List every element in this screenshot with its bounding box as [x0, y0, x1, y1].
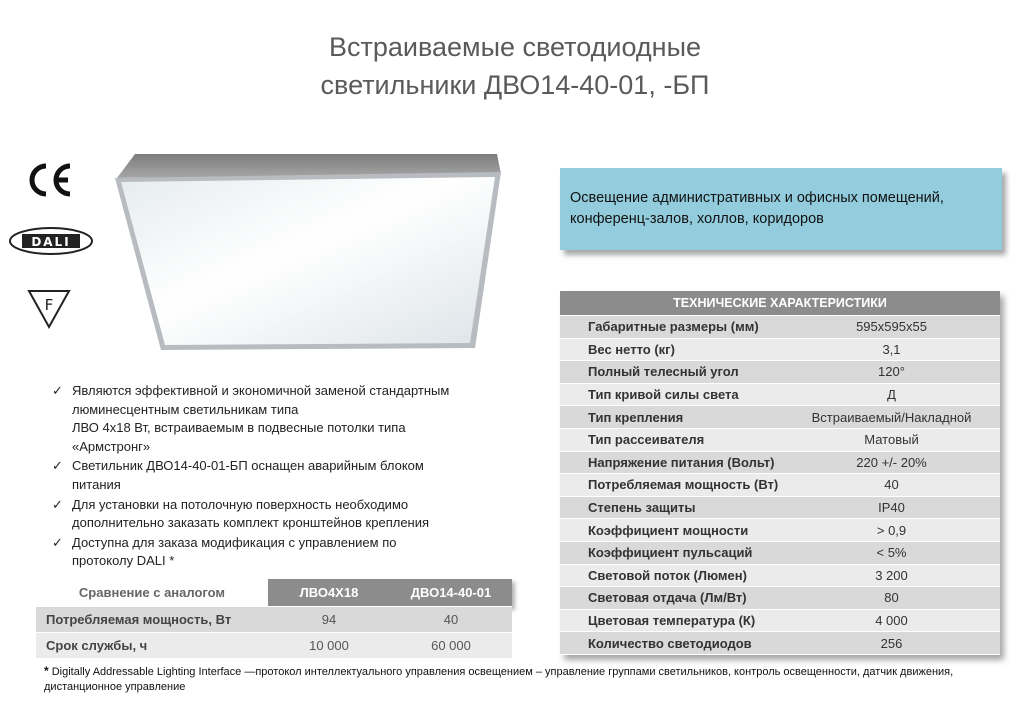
spec-label: Степень защиты [560, 496, 783, 519]
comparison-label: Сравнение с аналогом [36, 579, 268, 607]
spec-row [560, 541, 1000, 564]
ce-mark-icon [26, 160, 76, 205]
footnote [44, 664, 1004, 695]
spec-row [560, 632, 1000, 655]
spec-label: Коэффициент пульсаций [560, 541, 783, 564]
spec-value: 4 000 [783, 609, 1000, 632]
spec-value: > 0,9 [783, 519, 1000, 542]
spec-label: Цветовая температура (К) [560, 609, 783, 632]
spec-label: Габаритные размеры (мм) [560, 316, 783, 339]
spec-value: 595х595х55 [783, 316, 1000, 339]
spec-value: 80 [783, 587, 1000, 610]
spec-row [560, 496, 1000, 519]
comparison-value: 40 [390, 607, 512, 633]
f-mark-icon [26, 288, 72, 335]
comparison-row-label: Потребляемая мощность, Вт [36, 607, 268, 633]
spec-value: Д [783, 383, 1000, 406]
application-text: Освещение административных и офисных помещений, конференц-залов, холлов, коридоров [570, 190, 944, 227]
comparison-table [36, 579, 512, 658]
feature-item [52, 457, 502, 494]
spec-value: Матовый [783, 428, 1000, 451]
comparison-column-header: ДВО14-40-01 [390, 579, 512, 607]
checkmark-icon: ✓ [52, 496, 63, 512]
spec-label: Световая отдача (Лм/Вт) [560, 587, 783, 610]
spec-row [560, 316, 1000, 339]
spec-row [560, 474, 1000, 497]
feature-line: Доступна для заказа модификация с управлением по [72, 534, 397, 550]
feature-line: Для установки на потолочную поверхность необходимо [72, 496, 409, 512]
feature-item [52, 496, 502, 533]
specs-header: ТЕХНИЧЕСКИЕ ХАРАКТЕРИСТИКИ [560, 291, 1000, 316]
footnote-star: * [44, 664, 49, 678]
feature-list [52, 382, 502, 572]
spec-value: 3 200 [783, 564, 1000, 587]
application-callout [560, 168, 1002, 250]
spec-label: Коэффициент мощности [560, 519, 783, 542]
spec-row [560, 564, 1000, 587]
spec-label: Количество светодиодов [560, 632, 783, 655]
spec-value: 220 +/- 20% [783, 451, 1000, 474]
feature-item [52, 382, 502, 456]
title-line-1: Встраиваемые светодиодные [328, 32, 702, 62]
spec-row [560, 406, 1000, 429]
spec-label: Тип рассеивателя [560, 428, 783, 451]
spec-label: Напряжение питания (Вольт) [560, 451, 783, 474]
spec-value: Встраиваемый/Накладной [783, 406, 1000, 429]
comparison-row [36, 607, 512, 633]
spec-row [560, 451, 1000, 474]
spec-value: 40 [783, 474, 1000, 497]
spec-row [560, 609, 1000, 632]
spec-value: 120° [783, 361, 1000, 384]
feature-line: Светильник ДВО14-40-01-БП оснащен аварийным блоком [72, 458, 424, 474]
checkmark-icon: ✓ [52, 458, 63, 474]
spec-row [560, 428, 1000, 451]
feature-line: «Армстронг» [72, 438, 151, 454]
spec-value: IP40 [783, 496, 1000, 519]
svg-text:DALI: DALI [31, 235, 71, 249]
feature-line: протоколу DALI * [72, 553, 175, 569]
feature-line: Являются эффективной и экономичной заменой стандартным [72, 383, 450, 398]
spec-label: Световой поток (Люмен) [560, 564, 783, 587]
dali-logo-icon [8, 226, 94, 261]
specs-table [560, 291, 1000, 655]
checkmark-icon: ✓ [52, 383, 63, 398]
spec-label: Полный телесный угол [560, 361, 783, 384]
comparison-value: 10 000 [268, 633, 390, 659]
spec-label: Вес нетто (кг) [560, 338, 783, 361]
feature-line: ЛВО 4х18 Вт, встраиваемым в подвесные потолки типа [72, 420, 406, 436]
spec-label: Потребляемая мощность (Вт) [560, 474, 783, 497]
page-title [210, 28, 820, 104]
comparison-value: 60 000 [390, 633, 512, 659]
led-panel-image [105, 150, 507, 361]
comparison-column-header: ЛВО4Х18 [268, 579, 390, 607]
spec-value: 3,1 [783, 338, 1000, 361]
checkmark-icon: ✓ [52, 534, 63, 550]
spec-row [560, 587, 1000, 610]
title-line-2: светильники ДВО14-40-01, -БП [320, 70, 710, 100]
svg-text:F: F [44, 296, 54, 314]
spec-row [560, 361, 1000, 384]
feature-item [52, 534, 502, 571]
spec-row [560, 338, 1000, 361]
feature-line: питания [72, 476, 121, 492]
comparison-value: 94 [268, 607, 390, 633]
comparison-row [36, 633, 512, 659]
spec-label: Тип крепления [560, 406, 783, 429]
feature-line: люминесцентным светильникам типа [72, 401, 299, 417]
spec-value: 256 [783, 632, 1000, 655]
spec-row [560, 519, 1000, 542]
feature-line: дополнительно заказать комплект кронштейнов крепления [72, 515, 430, 531]
spec-row [560, 383, 1000, 406]
spec-value: < 5% [783, 541, 1000, 564]
footnote-text: Digitally Addressable Lighting Interface —протокол интеллектуального управления освещением – управление группами светильников, контроль освещенности, датчик движения, дистанционное управление [44, 666, 954, 693]
spec-label: Тип кривой силы света [560, 383, 783, 406]
comparison-row-label: Срок службы, ч [36, 633, 268, 659]
